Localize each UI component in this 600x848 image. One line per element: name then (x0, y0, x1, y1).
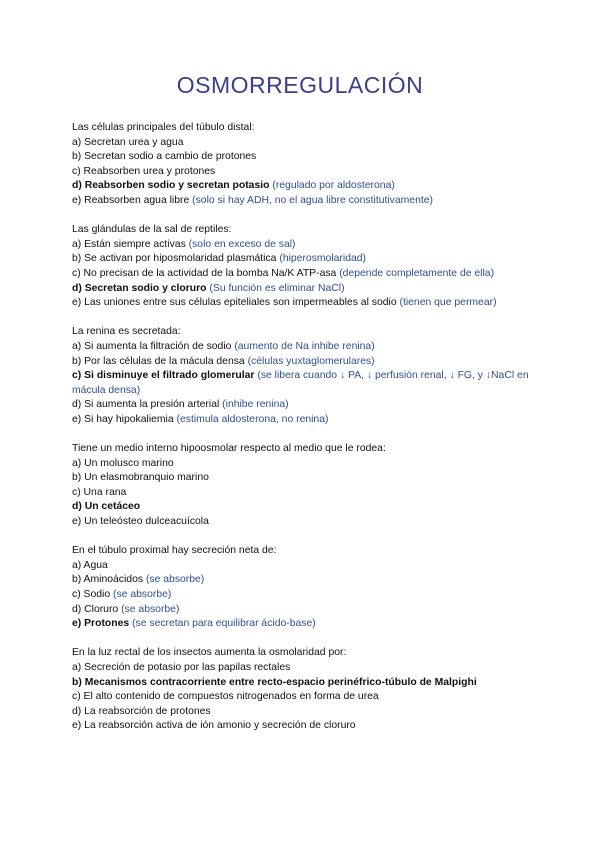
answer-option (72, 661, 542, 676)
question-block (72, 121, 542, 209)
option-text: b) Secretan sodio a cambio de protones (72, 151, 257, 163)
question-block (72, 325, 542, 427)
option-text: b) Se activan por hiposmolaridad plasmática (72, 253, 277, 265)
option-note: (hiperosmolaridad) (279, 253, 366, 265)
correct-answer-option (72, 500, 542, 515)
answer-option (72, 471, 542, 486)
option-note: (células yuxtaglomerulares) (247, 355, 375, 367)
option-text: c) Sodio (72, 589, 111, 600)
option-text: b) Aminoácidos (72, 574, 144, 586)
answer-option (72, 238, 542, 253)
option-note: (regulado por aldosterona) (272, 180, 395, 192)
answer-option (72, 588, 542, 603)
answer-option (72, 457, 542, 472)
correct-answer-option (72, 617, 542, 632)
option-text: d) Secretan sodio y cloruro (72, 282, 207, 294)
option-text: d) Reabsorben sodio y secretan potasio (72, 180, 270, 192)
option-note: (se absorbe) (145, 574, 205, 586)
answer-option (72, 413, 542, 428)
answer-option (72, 559, 542, 574)
question-prompt: En la luz rectal de los insectos aumenta la osmolaridad por: (72, 647, 347, 659)
question-prompt: Tiene un medio interno hipoosmolar respecto al medio que le rodea: (72, 443, 386, 455)
page-title: OSMORREGULACIÓN (176, 72, 424, 98)
correct-answer-option (72, 282, 542, 297)
answer-option (72, 136, 542, 151)
option-note: (solo en exceso de sal) (188, 238, 296, 250)
question-block (72, 223, 542, 311)
answer-option (72, 398, 542, 413)
option-text: e) La reabsorción activa de ión amonio y secreción de cloruro (72, 720, 356, 732)
question-prompt: Las glándulas de la sal de reptiles: (72, 224, 232, 236)
option-text: b) Por las células de la mácula densa (72, 355, 245, 367)
option-text: b) Un elasmobranquio marino (72, 472, 209, 484)
option-text: e) Las uniones entre sus células epiteliales son impermeables al sodio (72, 297, 397, 309)
option-text: d) Si aumenta la presión arterial (72, 399, 220, 411)
option-text: c) Una rana (72, 486, 127, 498)
option-text: c) Reabsorben urea y protones (72, 165, 216, 177)
question-block (72, 442, 542, 530)
answer-option (72, 515, 542, 530)
option-text: c) El alto contenido de compuestos nitrogenados en forma de urea (72, 691, 379, 703)
question-prompt: Las células principales del túbulo distal: (72, 122, 255, 133)
answer-option (72, 267, 542, 282)
question-list (72, 121, 542, 749)
option-text: e) Protones (72, 618, 130, 630)
option-text: d) Un cetáceo (72, 501, 141, 513)
option-text: a) Secreción de potasio por las papilas rectales (72, 661, 291, 673)
answer-option (72, 486, 542, 501)
option-text: e) Si hay hipokaliemia (72, 413, 174, 425)
option-note: (inhibe renina) (222, 399, 289, 411)
option-text: a) Secretan urea y agua (72, 136, 184, 148)
answer-option (72, 150, 542, 165)
answer-option (72, 719, 542, 734)
option-text: e) Un teleósteo dulceacuícola (72, 516, 209, 528)
option-note: (aumento de Na inhibe renina) (234, 340, 375, 352)
answer-option (72, 165, 542, 180)
option-note: (se absorbe) (121, 603, 180, 615)
option-note: (Su función es eliminar NaCl) (209, 282, 345, 294)
correct-answer-option (72, 179, 542, 194)
option-text: a) Agua (72, 559, 108, 571)
option-note: (se libera cuando ↓ PA, ↓ perfusión renal, ↓ FG, y ↓NaCl en mácula densa) (72, 370, 529, 396)
option-note: (estimula aldosterona, no renina) (176, 413, 329, 425)
answer-option (72, 194, 542, 209)
option-text: c) No precisan de la actividad de la bomba Na/K ATP-asa (72, 267, 337, 279)
answer-option (72, 340, 542, 355)
question-prompt: La renina es secretada: (72, 326, 181, 338)
option-text: d) Cloruro (72, 603, 119, 615)
answer-option (72, 705, 542, 720)
option-note: (se absorbe) (113, 589, 172, 600)
answer-option (72, 690, 542, 705)
option-text: a) Un molusco marino (72, 457, 174, 469)
answer-option (72, 252, 542, 267)
option-text: b) Mecanismos contracorriente entre recto-espacio perinéfrico-túbulo de Malpighi (72, 676, 477, 688)
question-block (72, 646, 542, 734)
option-text: c) Si disminuye el filtrado glomerular (72, 370, 255, 382)
option-text: a) Si aumenta la filtración de sodio (72, 340, 232, 352)
correct-answer-option (72, 676, 542, 691)
option-text: d) La reabsorción de protones (72, 705, 211, 717)
answer-option (72, 573, 542, 588)
option-note: (solo si hay ADH, no el agua libre constitutivamente) (192, 194, 433, 206)
option-note: (tienen que permear) (399, 297, 497, 309)
answer-option (72, 603, 542, 618)
option-text: e) Reabsorben agua libre (72, 194, 190, 206)
answer-option (72, 296, 542, 311)
option-note: (depende completamente de ella) (339, 267, 495, 279)
answer-option (72, 355, 542, 370)
question-block (72, 544, 542, 632)
option-text: a) Están siempre activas (72, 238, 186, 250)
option-note: (se secretan para equilibrar ácido-base) (132, 618, 316, 630)
question-prompt: En el túbulo proximal hay secreción neta de: (72, 545, 277, 557)
correct-answer-option (72, 369, 542, 398)
